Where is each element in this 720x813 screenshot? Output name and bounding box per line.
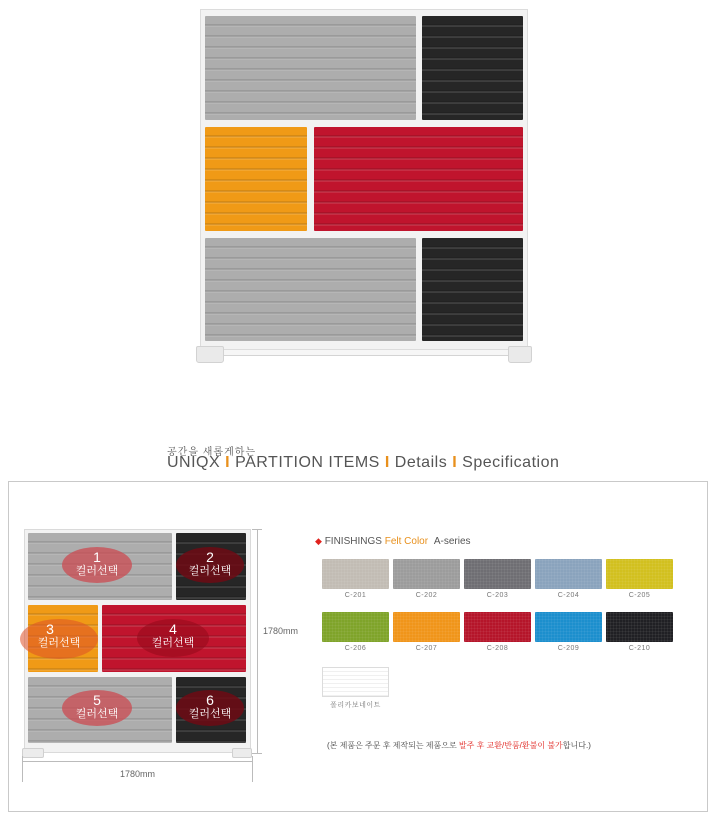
panel-grey-bottom: [205, 238, 416, 341]
heading-items: PARTITION ITEMS: [235, 454, 380, 471]
brand-name: UNIQX: [167, 454, 221, 471]
swatch-c-201[interactable]: [322, 559, 389, 589]
separator: I: [384, 454, 390, 471]
width-dimension-label: 1780mm: [120, 769, 156, 779]
diagram-foot-right: [232, 748, 252, 758]
swatch-code-label: C-203: [486, 592, 509, 599]
width-dimension-tick: [252, 756, 253, 782]
swatch-code-label: C-205: [628, 592, 651, 599]
zone-2-color-select[interactable]: [176, 547, 244, 583]
panel-grey-top: [205, 16, 416, 120]
swatch-c-202[interactable]: [393, 559, 460, 589]
zone-number: 6: [206, 692, 214, 708]
swatch-c-210[interactable]: [606, 612, 673, 642]
polycarbonate-label: 폴리카보네이트: [330, 702, 381, 709]
swatch-code-label: C-208: [486, 645, 509, 652]
zone-number: 2: [206, 549, 214, 565]
width-dimension-tick: [22, 756, 23, 782]
zone-1-color-select[interactable]: [62, 547, 132, 583]
heading-subtitle: 공간을 새롭게하는: [167, 447, 257, 458]
notice-warning: 발주 후 교환/반품/환불이 불가: [458, 741, 563, 750]
finishings-label: FINISHINGS: [324, 536, 382, 547]
zone-label: 컬러선택: [37, 637, 81, 649]
notice-prefix: (본 제품은 주문 후 제작되는 제품으로: [327, 741, 459, 750]
swatch-code-label: C-207: [415, 645, 438, 652]
swatch-c-204[interactable]: [535, 559, 602, 589]
separator: I: [452, 454, 458, 471]
zone-4-color-select[interactable]: [137, 619, 209, 657]
series-label: A-series: [433, 536, 471, 547]
heading-title: [167, 454, 559, 472]
zone-6-color-select[interactable]: [176, 690, 244, 726]
panel-orange: [205, 127, 307, 231]
zone-3-color-select[interactable]: [20, 619, 98, 659]
zone-5-color-select[interactable]: [62, 690, 132, 726]
zone-number: 1: [93, 549, 101, 565]
finishings-title: [315, 536, 471, 547]
zone-label: 컬러선택: [188, 708, 232, 720]
swatch-c-205[interactable]: [606, 559, 673, 589]
partition-foot-right: [508, 346, 532, 363]
zone-number: 5: [93, 692, 101, 708]
zone-label: 컬러선택: [151, 637, 195, 649]
swatch-code-label: C-204: [557, 592, 580, 599]
height-dimension-line: [257, 529, 258, 753]
zone-number: 4: [169, 621, 177, 637]
separator: I: [225, 454, 231, 471]
swatch-c-203[interactable]: [464, 559, 531, 589]
height-dimension-label: 1780mm: [263, 626, 299, 636]
panel-red: [314, 127, 523, 231]
width-dimension-line: [22, 761, 252, 762]
height-dimension-tick: [252, 529, 262, 530]
panel-black-bottom: [422, 238, 523, 341]
bullet-icon: ◆: [315, 536, 322, 546]
heading-specification: Specification: [462, 454, 560, 471]
heading-details: Details: [394, 454, 448, 471]
felt-color-label: Felt Color: [384, 536, 429, 547]
polycarbonate-swatch[interactable]: [322, 667, 389, 697]
swatch-c-209[interactable]: [535, 612, 602, 642]
zone-label: 컬러선택: [75, 708, 119, 720]
panel-black-top: [422, 16, 523, 120]
swatch-c-206[interactable]: [322, 612, 389, 642]
partition-foot-left: [196, 346, 224, 363]
swatch-c-208[interactable]: [464, 612, 531, 642]
diagram-foot-left: [22, 748, 44, 758]
partition-bottom-rail: [200, 350, 528, 356]
swatch-code-label: C-202: [415, 592, 438, 599]
zone-number: 3: [46, 621, 54, 637]
swatch-code-label: C-210: [628, 645, 651, 652]
order-notice: [327, 740, 591, 751]
zone-label: 컬러선택: [75, 565, 119, 577]
notice-suffix: 합니다.): [562, 741, 591, 750]
swatch-code-label: C-209: [557, 645, 580, 652]
zone-label: 컬러선택: [188, 565, 232, 577]
swatch-code-label: C-206: [344, 645, 367, 652]
swatch-code-label: C-201: [344, 592, 367, 599]
swatch-c-207[interactable]: [393, 612, 460, 642]
height-dimension-tick: [252, 753, 262, 754]
